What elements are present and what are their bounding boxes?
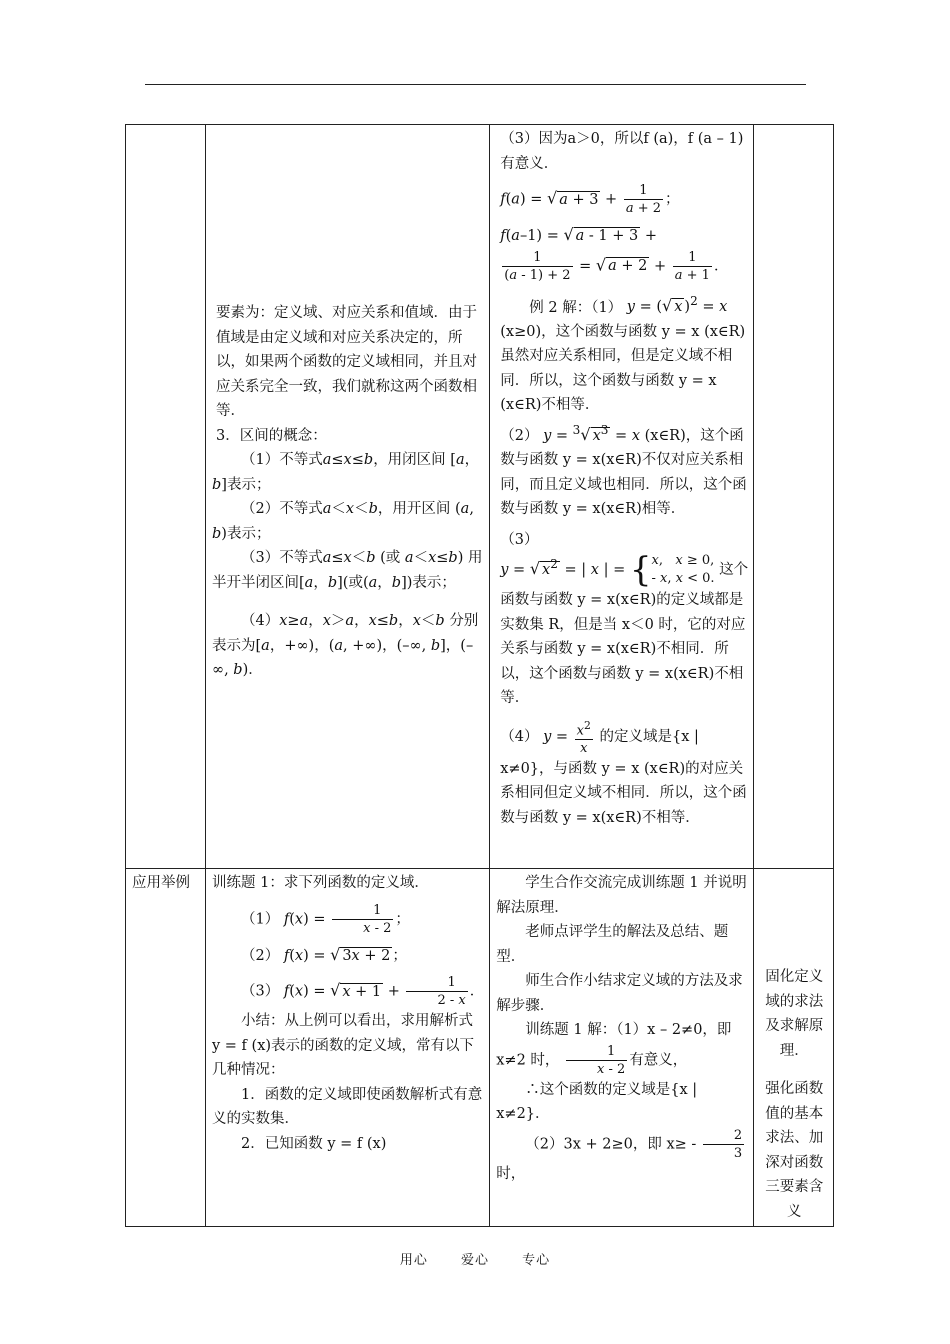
- activity-2: 老师点评学生的解法及总结、题型．: [496, 924, 729, 965]
- purpose-note-2: 强化函数值的基本求法、加深对函数三要素含义: [765, 1081, 824, 1220]
- example2-part1: 例 2 解：（1） y = (√ x )$^2$ = x: [529, 294, 728, 316]
- summary-item-2: 2．已知函数 y = f (x): [241, 1135, 387, 1152]
- content-cell: [206, 125, 490, 869]
- summary-intro: 小结：从上例可以看出，求用解析式 y = f (x)表示的函数的定义域，常有以下几种情况：: [212, 1013, 475, 1078]
- interval-item-4: （4）x≥a，x＞a，x≤b，x＜b 分别表示为[a，+∞)，(a, +∞)，(–∞, b]，(–∞, b)．: [212, 613, 479, 678]
- section-label: 应用举例: [132, 875, 190, 891]
- formula-f-a-minus-1: f(a–1) = √ a - 1 + 3 +: [500, 225, 658, 244]
- solution-1-domain: ∴这个函数的定义域是{x | x≠2}．: [496, 1081, 698, 1122]
- footer-word: 专心: [522, 1253, 551, 1268]
- footer-word: 用心: [399, 1253, 428, 1268]
- example1-part3: （3）因为a＞0，所以f (a)，f (a – 1)有意义．: [500, 131, 744, 172]
- purpose-note-1: 固化定义域的求法及求解原理．: [765, 969, 824, 1059]
- example2-part2: （2） y = $^3$√ $x^3 = x$ (x∈R)，这个函数与函数 y = x(x∈R)不仅对应关系相同，而且定义域也相同．所以，这个函数与函数 y = x(x∈R)相等．: [500, 422, 747, 518]
- interval-item-1: （1）不等式a≤x≤b，用闭区间 [a，b]表示；: [212, 452, 480, 493]
- label-cell-empty: [126, 125, 206, 869]
- formula-f-a-minus-1-cont: $\frac{1}{(a - 1) + 2}$ = √ a + 2 + $\frac{1}{a + 1}$ ．: [504, 249, 729, 283]
- activity-cell: [490, 869, 754, 1227]
- interval-heading: 3．区间的概念：: [216, 427, 327, 444]
- exercise-q2: （2） f(x) = √ 3x + 2 ；: [241, 944, 407, 964]
- footer-word: 爱心: [460, 1253, 489, 1268]
- exercise-cell: [206, 869, 490, 1227]
- solution-2: （2）3x + 2≥0，即 x≥ - $\frac{2}{3}$ 时，: [496, 1127, 743, 1182]
- activity-1: 学生合作交流完成训练题 1 并说明解法原理．: [496, 875, 747, 916]
- elements-paragraph: 要素为：定义域、对应关系和值域．由于值域是由定义域和对应关系决定的，所以，如果两个函数的定义域相同，并且对应关系完全一致，我们就称这两个函数相等．: [216, 305, 477, 419]
- formula-f-a: f(a) = √ a + 3 + $\frac{1}{a + 2}$ ；: [500, 183, 680, 216]
- example2-part4: （4） y = $\frac{x^2}{x}$ 的定义域是{x | x≠0}，与函数 y = x (x∈R)的对应关系相同但定义域不相同．所以，这个函数与函数 y = x(x∈R)不相等．: [500, 718, 747, 826]
- solution-1: 训练题 1 解：（1）x – 2≠0，即 x≠2 时， $\frac{1}{x - 2}$ 有意义，: [496, 1022, 732, 1077]
- header-rule: [145, 84, 806, 85]
- purpose-cell: [754, 869, 834, 1227]
- lesson-table: [125, 124, 834, 1227]
- interval-item-3: （3）不等式a≤x＜b (或 a＜x≤b) 用半开半闭区间[a，b](或(a，b])表示；: [212, 550, 483, 591]
- exercise-q1: （1） f(x) = $\frac{1}{x - 2}$ ；: [241, 902, 410, 936]
- page-footer: [0, 1249, 950, 1268]
- activity-3: 师生合作小结求定义域的方法及求解步骤．: [496, 973, 743, 1014]
- example2-part3: （3） y = √ $x^2$ = | x | = {x, x ≥ 0, - x, x < 0. 这个函数与函数 y = x(x∈R)的定义域都是实数集 R，但是当 x＜0 时，它的对应关系与函数 y = x(x∈R)不相同．所以，这个函数与函数 y = x(x∈R)不相等．: [500, 531, 749, 707]
- interval-item-2: （2）不等式a＜x＜b，用开区间 (a, b)表示；: [212, 501, 474, 542]
- note-cell-empty: [754, 125, 834, 869]
- example2-part1-text: (x≥0)，这个函数与函数 y = x (x∈R)虽然对应关系相同，但是定义域不相同．所以，这个函数与函数 y = x (x∈R)不相等．: [500, 323, 746, 414]
- exercise-q3: （3） f(x) = √ x + 1 + $\frac{1}{2 - x}$ ．: [241, 975, 485, 1008]
- table-row: [126, 869, 834, 1227]
- section-label-cell: [126, 869, 206, 1227]
- exercise-title: 训练题 1：求下列函数的定义域．: [212, 875, 429, 891]
- summary-item-1: 1．函数的定义域即使函数解析式有意义的实数集．: [212, 1086, 483, 1127]
- table-row: [126, 125, 834, 869]
- solution-cell: [490, 125, 754, 869]
